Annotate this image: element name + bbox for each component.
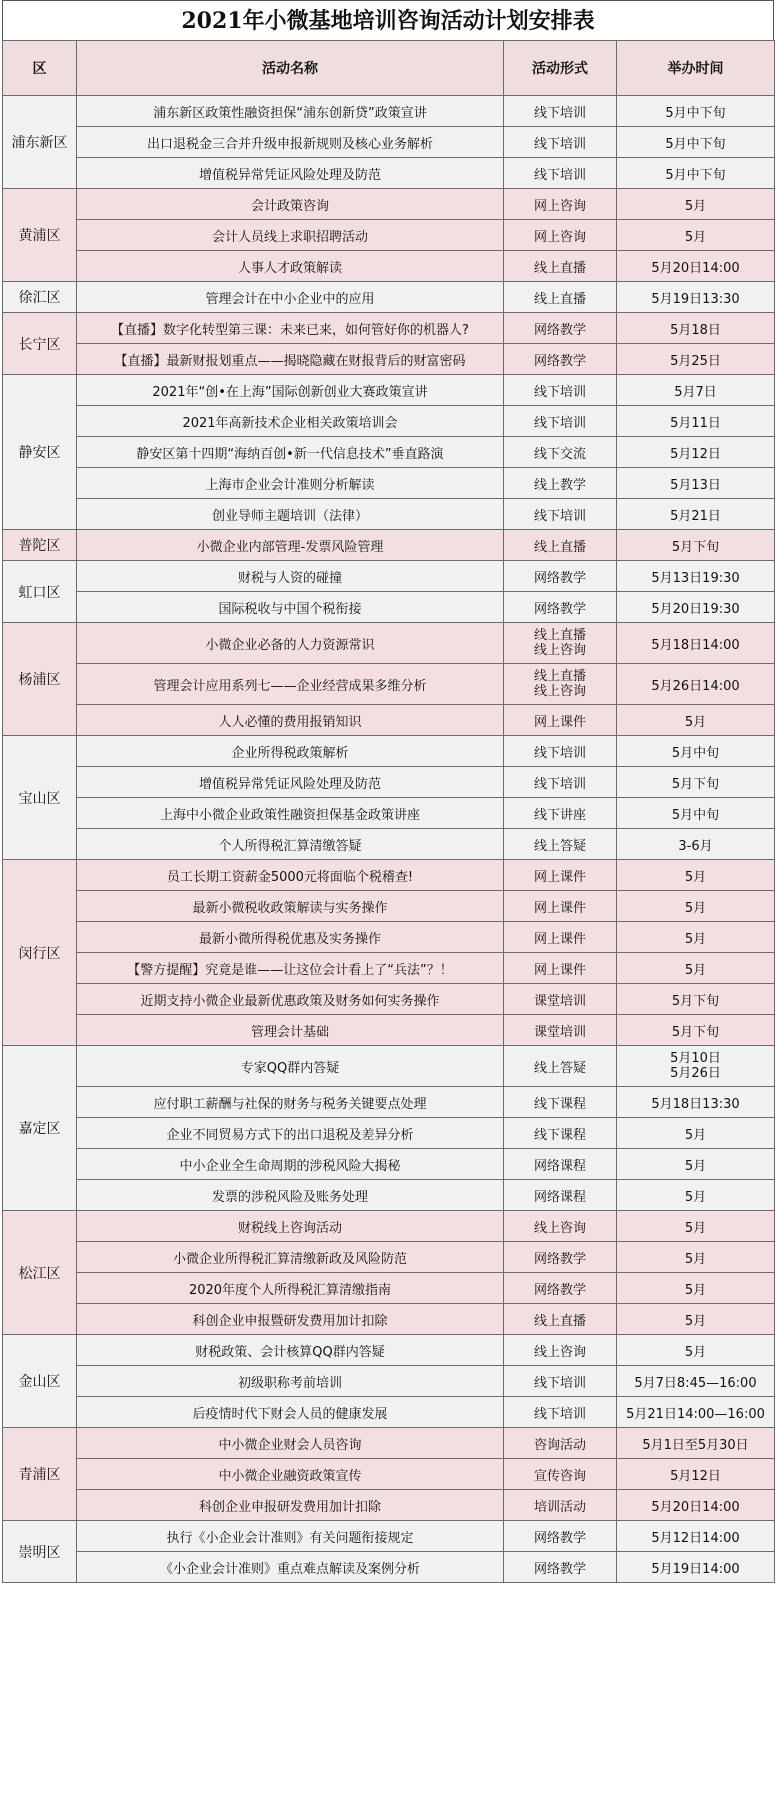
district-cell: 杨浦区: [3, 623, 77, 736]
table-row: [3, 1304, 775, 1335]
activity-form-cell: 网上课件: [504, 922, 617, 953]
activity-form-cell: 线上直播: [504, 251, 617, 282]
time-cell: 5月11日: [617, 406, 775, 437]
table-row: [3, 313, 775, 344]
activity-name-cell: 2021年高新技术企业相关政策培训会: [77, 406, 504, 437]
time-cell: 5月7日: [617, 375, 775, 406]
activity-name-cell: 最新小微所得税优惠及实务操作: [77, 922, 504, 953]
time-cell: 5月: [617, 860, 775, 891]
header-activity-name: 活动名称: [77, 41, 504, 96]
activity-name-cell: 小微企业所得税汇算清缴新政及风险防范: [77, 1242, 504, 1273]
district-cell: 虹口区: [3, 561, 77, 623]
district-cell: 嘉定区: [3, 1046, 77, 1211]
time-cell: 5月20日14:00: [617, 1490, 775, 1521]
activity-form-cell: 网络教学: [504, 561, 617, 592]
table-row: [3, 251, 775, 282]
activity-name-cell: 管理会计应用系列七——企业经营成果多维分析: [77, 664, 504, 705]
activity-form-cell: 网络教学: [504, 313, 617, 344]
activity-form-cell: 线下培训: [504, 406, 617, 437]
activity-form-cell: 线下培训: [504, 499, 617, 530]
activity-name-cell: 企业不同贸易方式下的出口退税及差异分析: [77, 1118, 504, 1149]
table-row: [3, 158, 775, 189]
table-row: [3, 1273, 775, 1304]
time-cell: 5月中旬: [617, 798, 775, 829]
activity-form-cell: 网络教学: [504, 1273, 617, 1304]
table-row: [3, 189, 775, 220]
schedule-body: [3, 96, 775, 1583]
table-row: [3, 406, 775, 437]
table-row: [3, 468, 775, 499]
activity-name-cell: 中小微企业融资政策宣传: [77, 1459, 504, 1490]
time-cell: 5月: [617, 1304, 775, 1335]
activity-form-cell: 网上咨询: [504, 189, 617, 220]
activity-name-cell: 小微企业内部管理-发票风险管理: [77, 530, 504, 561]
activity-form-cell: 线上答疑: [504, 1046, 617, 1087]
district-cell: 宝山区: [3, 736, 77, 860]
activity-name-cell: 上海中小微企业政策性融资担保基金政策讲座: [77, 798, 504, 829]
time-cell: 5月21日14:00—16:00: [617, 1397, 775, 1428]
table-row: [3, 1366, 775, 1397]
time-cell: 5月: [617, 1335, 775, 1366]
header-time: 举办时间: [617, 41, 775, 96]
activity-name-cell: 员工长期工资薪金5000元将面临个税稽查!: [77, 860, 504, 891]
activity-name-cell: 初级职称考前培训: [77, 1366, 504, 1397]
table-row: [3, 96, 775, 127]
activity-name-cell: 会计人员线上求职招聘活动: [77, 220, 504, 251]
activity-form-cell: 线下培训: [504, 158, 617, 189]
time-cell: 5月: [617, 189, 775, 220]
schedule-table: [2, 40, 775, 1583]
time-cell: 5月25日: [617, 344, 775, 375]
time-cell: 3-6月: [617, 829, 775, 860]
time-cell: 5月: [617, 953, 775, 984]
activity-form-cell: 线下课程: [504, 1118, 617, 1149]
time-cell: 5月下旬: [617, 530, 775, 561]
district-cell: 闵行区: [3, 860, 77, 1046]
activity-form-cell: 课堂培训: [504, 1015, 617, 1046]
activity-form-cell: 线下培训: [504, 96, 617, 127]
table-row: [3, 922, 775, 953]
activity-form-cell: 线下讲座: [504, 798, 617, 829]
activity-form-cell: 网络教学: [504, 1521, 617, 1552]
time-cell: 5月13日: [617, 468, 775, 499]
table-row: [3, 1397, 775, 1428]
table-row: [3, 664, 775, 705]
activity-name-cell: 发票的涉税风险及账务处理: [77, 1180, 504, 1211]
activity-form-cell: 线下培训: [504, 375, 617, 406]
table-row: [3, 499, 775, 530]
activity-name-cell: 【警方提醒】究竟是谁——让这位会计看上了“兵法”？！: [77, 953, 504, 984]
district-cell: 静安区: [3, 375, 77, 530]
activity-name-cell: 小微企业必备的人力资源常识: [77, 623, 504, 664]
activity-name-cell: 《小企业会计准则》重点难点解读及案例分析: [77, 1552, 504, 1583]
time-cell: 5月中下旬: [617, 96, 775, 127]
activity-name-cell: 上海市企业会计准则分析解读: [77, 468, 504, 499]
time-cell: 5月20日14:00: [617, 251, 775, 282]
time-cell: 5月下旬: [617, 767, 775, 798]
time-cell: 5月12日: [617, 437, 775, 468]
activity-form-cell: 线下培训: [504, 736, 617, 767]
activity-name-cell: 增值税异常凭证风险处理及防范: [77, 767, 504, 798]
table-row: [3, 1149, 775, 1180]
activity-name-cell: 人人必懂的费用报销知识: [77, 705, 504, 736]
table-row: [3, 561, 775, 592]
activity-name-cell: 会计政策咨询: [77, 189, 504, 220]
table-row: [3, 1087, 775, 1118]
table-row: [3, 375, 775, 406]
activity-form-cell: 网上咨询: [504, 220, 617, 251]
district-cell: 青浦区: [3, 1428, 77, 1521]
table-row: [3, 592, 775, 623]
district-cell: 普陀区: [3, 530, 77, 561]
activity-form-cell: 线上答疑: [504, 829, 617, 860]
table-row: [3, 344, 775, 375]
table-row: [3, 1118, 775, 1149]
activity-form-cell: 线上咨询: [504, 1211, 617, 1242]
time-cell: 5月12日14:00: [617, 1521, 775, 1552]
activity-form-cell: 线下交流: [504, 437, 617, 468]
table-row: [3, 829, 775, 860]
time-cell: 5月18日: [617, 313, 775, 344]
table-row: [3, 282, 775, 313]
activity-name-cell: 静安区第十四期“海纳百创•新一代信息技术”垂直路演: [77, 437, 504, 468]
activity-name-cell: 中小企业全生命周期的涉税风险大揭秘: [77, 1149, 504, 1180]
time-cell: 5月18日13:30: [617, 1087, 775, 1118]
activity-name-cell: 管理会计在中小企业中的应用: [77, 282, 504, 313]
activity-name-cell: 执行《小企业会计准则》有关问题衔接规定: [77, 1521, 504, 1552]
activity-name-cell: 专家QQ群内答疑: [77, 1046, 504, 1087]
table-row: [3, 1490, 775, 1521]
activity-form-cell: 网上课件: [504, 860, 617, 891]
activity-form-cell: 网络课程: [504, 1149, 617, 1180]
activity-name-cell: 最新小微税收政策解读与实务操作: [77, 891, 504, 922]
time-cell: 5月26日14:00: [617, 664, 775, 705]
table-row: [3, 437, 775, 468]
activity-form-cell: 线下培训: [504, 127, 617, 158]
activity-name-cell: 个人所得税汇算清缴答疑: [77, 829, 504, 860]
activity-form-cell: 线上教学: [504, 468, 617, 499]
table-row: [3, 891, 775, 922]
time-cell: 5月: [617, 922, 775, 953]
table-row: [3, 1046, 775, 1087]
time-cell: 5月: [617, 1273, 775, 1304]
activity-name-cell: 后疫情时代下财会人员的健康发展: [77, 1397, 504, 1428]
activity-name-cell: 应付职工薪酬与社保的财务与税务关键要点处理: [77, 1087, 504, 1118]
activity-form-cell: 网上课件: [504, 891, 617, 922]
activity-form-cell: 网上课件: [504, 705, 617, 736]
activity-form-cell: 线上直播: [504, 1304, 617, 1335]
time-cell: 5月21日: [617, 499, 775, 530]
time-cell: 5月1日至5月30日: [617, 1428, 775, 1459]
activity-form-cell: 网络教学: [504, 592, 617, 623]
time-cell: 5月中旬: [617, 736, 775, 767]
activity-name-cell: 增值税异常凭证风险处理及防范: [77, 158, 504, 189]
activity-form-cell: 网络课程: [504, 1180, 617, 1211]
activity-form-cell: 网络教学: [504, 344, 617, 375]
table-row: [3, 1180, 775, 1211]
table-row: [3, 1459, 775, 1490]
schedule-sheet: [2, 0, 774, 1583]
activity-name-cell: 企业所得税政策解析: [77, 736, 504, 767]
district-cell: 长宁区: [3, 313, 77, 375]
activity-name-cell: 2021年“创•在上海”国际创新创业大赛政策宣讲: [77, 375, 504, 406]
time-cell: 5月: [617, 1242, 775, 1273]
time-cell: 5月中下旬: [617, 158, 775, 189]
activity-name-cell: 浦东新区政策性融资担保“浦东创新贷”政策宣讲: [77, 96, 504, 127]
table-row: [3, 1428, 775, 1459]
district-cell: 黄浦区: [3, 189, 77, 282]
activity-form-cell: 线下培训: [504, 1397, 617, 1428]
activity-form-cell: 线下课程: [504, 1087, 617, 1118]
activity-name-cell: 人事人才政策解读: [77, 251, 504, 282]
time-cell: 5月13日19:30: [617, 561, 775, 592]
activity-name-cell: 科创企业申报研发费用加计扣除: [77, 1490, 504, 1521]
activity-name-cell: 创业导师主题培训（法律）: [77, 499, 504, 530]
activity-form-cell: 培训活动: [504, 1490, 617, 1521]
table-row: [3, 984, 775, 1015]
table-row: [3, 767, 775, 798]
sheet-title: 2021年小微基地培训咨询活动计划安排表: [2, 0, 774, 40]
table-row: [3, 1015, 775, 1046]
time-cell: 5月中下旬: [617, 127, 775, 158]
activity-form-cell: 线下培训: [504, 767, 617, 798]
time-cell: 5月20日19:30: [617, 592, 775, 623]
table-row: [3, 953, 775, 984]
activity-name-cell: 财税政策、会计核算QQ群内答疑: [77, 1335, 504, 1366]
activity-form-cell: 线上咨询: [504, 1335, 617, 1366]
activity-name-cell: 【直播】数字化转型第三课：未来已来，如何管好你的机器人?: [77, 313, 504, 344]
activity-form-cell: 线上直播 线上咨询: [504, 623, 617, 664]
time-cell: 5月7日8:45—16:00: [617, 1366, 775, 1397]
table-row: [3, 860, 775, 891]
table-row: [3, 1242, 775, 1273]
table-row: [3, 736, 775, 767]
activity-name-cell: 科创企业申报暨研发费用加计扣除: [77, 1304, 504, 1335]
activity-form-cell: 宣传咨询: [504, 1459, 617, 1490]
district-cell: 徐汇区: [3, 282, 77, 313]
table-row: [3, 705, 775, 736]
activity-form-cell: 网络教学: [504, 1552, 617, 1583]
activity-name-cell: 财税线上咨询活动: [77, 1211, 504, 1242]
table-row: [3, 1521, 775, 1552]
district-cell: 浦东新区: [3, 96, 77, 189]
header-district: 区: [3, 41, 77, 96]
district-cell: 金山区: [3, 1335, 77, 1428]
time-cell: 5月: [617, 705, 775, 736]
time-cell: 5月: [617, 1211, 775, 1242]
time-cell: 5月: [617, 1149, 775, 1180]
district-cell: 崇明区: [3, 1521, 77, 1583]
table-row: [3, 1552, 775, 1583]
table-row: [3, 220, 775, 251]
header-activity-form: 活动形式: [504, 41, 617, 96]
activity-form-cell: 线下培训: [504, 1366, 617, 1397]
table-row: [3, 798, 775, 829]
table-row: [3, 1211, 775, 1242]
table-row: [3, 623, 775, 664]
activity-name-cell: 2020年度个人所得税汇算清缴指南: [77, 1273, 504, 1304]
table-row: [3, 1335, 775, 1366]
activity-form-cell: 网上课件: [504, 953, 617, 984]
activity-form-cell: 线上直播: [504, 530, 617, 561]
table-row: [3, 127, 775, 158]
time-cell: 5月: [617, 220, 775, 251]
time-cell: 5月: [617, 1180, 775, 1211]
time-cell: 5月: [617, 1118, 775, 1149]
activity-name-cell: 国际税收与中国个税衔接: [77, 592, 504, 623]
time-cell: 5月18日14:00: [617, 623, 775, 664]
activity-name-cell: 近期支持小微企业最新优惠政策及财务如何实务操作: [77, 984, 504, 1015]
activity-form-cell: 线上直播 线上咨询: [504, 664, 617, 705]
time-cell: 5月10日 5月26日: [617, 1046, 775, 1087]
activity-form-cell: 网络教学: [504, 1242, 617, 1273]
activity-form-cell: 课堂培训: [504, 984, 617, 1015]
time-cell: 5月19日14:00: [617, 1552, 775, 1583]
activity-name-cell: 【直播】最新财报划重点——揭晓隐藏在财报背后的财富密码: [77, 344, 504, 375]
activity-name-cell: 中小微企业财会人员咨询: [77, 1428, 504, 1459]
activity-form-cell: 线上直播: [504, 282, 617, 313]
activity-name-cell: 出口退税金三合并升级申报新规则及核心业务解析: [77, 127, 504, 158]
time-cell: 5月: [617, 891, 775, 922]
time-cell: 5月12日: [617, 1459, 775, 1490]
time-cell: 5月下旬: [617, 984, 775, 1015]
time-cell: 5月下旬: [617, 1015, 775, 1046]
district-cell: 松江区: [3, 1211, 77, 1335]
time-cell: 5月19日13:30: [617, 282, 775, 313]
activity-name-cell: 财税与人资的碰撞: [77, 561, 504, 592]
header-row: [3, 41, 775, 96]
table-row: [3, 530, 775, 561]
activity-form-cell: 咨询活动: [504, 1428, 617, 1459]
activity-name-cell: 管理会计基础: [77, 1015, 504, 1046]
